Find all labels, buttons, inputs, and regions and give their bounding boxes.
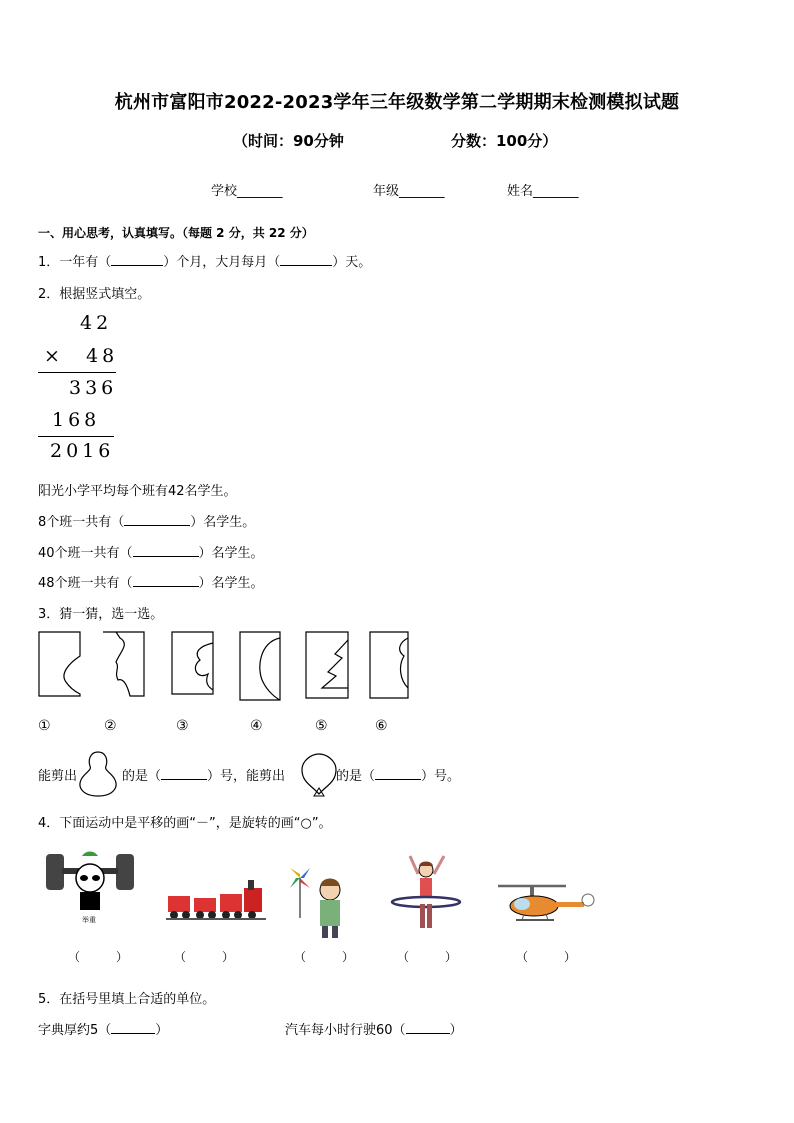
q2-line-1-suffix: ）名学生。 <box>190 515 256 530</box>
calc-partial-2: 168 <box>52 409 101 431</box>
question-5: 5．在括号里填上合适的单位。 <box>38 992 216 1007</box>
q5-b-prefix: 汽车每小时行驶60（ <box>285 1023 406 1038</box>
folded-paper-shapes <box>30 628 420 708</box>
q1-mid: ）个月，大月每月（ <box>163 255 281 270</box>
q5-a-suffix: ） <box>155 1023 169 1038</box>
calc-multiplier: 48 <box>86 345 119 367</box>
q3-blank-gourd[interactable] <box>161 769 207 780</box>
shape-label-5: ⑤ <box>315 718 328 734</box>
q3-answer-a-end: ）号，能剪出 <box>207 769 286 784</box>
hula-hoop-girl-image <box>388 854 466 938</box>
q4-answer-5[interactable]: （ ） <box>516 950 577 964</box>
shape-4 <box>240 632 280 700</box>
calc-multiplicand: 42 <box>80 312 113 334</box>
q2-line-2-prefix: 40个班一共有（ <box>38 546 133 561</box>
question-2: 2．根据竖式填空。 <box>38 287 151 302</box>
q3-blank-spade[interactable] <box>375 769 421 780</box>
q2-context: 阳光小学平均每个班有42名学生。 <box>38 484 237 499</box>
question-1 <box>38 251 371 270</box>
spade-icon <box>300 752 338 798</box>
q4-answer-3[interactable]: （ ） <box>294 950 355 964</box>
q2-line-1-prefix: 8个班一共有（ <box>38 515 125 530</box>
q2-line-2 <box>38 542 264 561</box>
q3-answer-part2 <box>122 765 285 784</box>
q3-answer-b-suffix: 的是（ <box>336 769 376 784</box>
q4-answer-2[interactable]: （ ） <box>174 950 235 964</box>
train-image <box>164 880 270 924</box>
q5-item-a <box>38 1019 168 1038</box>
q2-line-3-suffix: ）名学生。 <box>198 576 264 591</box>
name-field: 姓名_______ <box>507 184 579 199</box>
shape-1 <box>39 632 80 696</box>
q3-answer-b-end: ）号。 <box>421 769 461 784</box>
q2-line-1 <box>38 511 255 530</box>
pinwheel-child-image <box>286 862 354 940</box>
shape-2 <box>103 632 144 696</box>
weightlifting-caption: 举重 <box>82 916 96 924</box>
weightlifting-panda-image <box>42 848 138 924</box>
question-3: 3．猜一猜，选一选。 <box>38 607 164 622</box>
shape-label-2: ② <box>104 718 117 734</box>
shape-label-6: ⑥ <box>375 718 388 734</box>
q2-line-3 <box>38 572 264 591</box>
calc-line-2 <box>38 436 114 437</box>
q5-item-b <box>285 1019 463 1038</box>
exam-score: 分数：100分） <box>451 132 558 150</box>
q2-line-2-suffix: ）名学生。 <box>198 546 264 561</box>
shape-label-3: ③ <box>176 718 189 734</box>
shape-6 <box>370 632 408 698</box>
school-field: 学校_______ <box>211 184 283 199</box>
helicopter-image <box>494 878 596 928</box>
q4-answer-1[interactable]: （ ） <box>68 950 129 964</box>
q1-suffix: ）天。 <box>332 255 372 270</box>
calc-partial-1: 336 <box>69 377 118 399</box>
q2-blank-2[interactable] <box>133 546 199 557</box>
q4-answer-4[interactable]: （ ） <box>397 950 458 964</box>
q3-answer-a-suffix: 的是（ <box>122 769 162 784</box>
exam-time: （时间：90分钟 <box>233 132 344 150</box>
q1-blank-days[interactable] <box>280 255 332 266</box>
shape-label-4: ④ <box>250 718 263 734</box>
q5-blank-b[interactable] <box>406 1023 450 1034</box>
shape-5 <box>306 632 348 698</box>
section-heading: 一、用心思考，认真填写。（每题 2 分，共 22 分） <box>38 226 314 240</box>
q5-a-prefix: 字典厚约5（ <box>38 1023 112 1038</box>
q3-answer-part3 <box>336 765 460 784</box>
question-4: 4．下面运动中是平移的画“－”，是旋转的画“○”。 <box>38 816 332 831</box>
q3-answer-part1: 能剪出 <box>38 769 78 784</box>
shape-label-1: ① <box>38 718 51 734</box>
gourd-icon <box>76 748 120 798</box>
calc-result: 2016 <box>50 440 115 462</box>
page-title: 杭州市富阳市2022-2023学年三年级数学第二学期期末检测模拟试题 <box>114 92 680 113</box>
q2-blank-1[interactable] <box>124 515 190 526</box>
q5-blank-a[interactable] <box>111 1023 155 1034</box>
calc-line-1 <box>38 372 116 373</box>
q5-b-suffix: ） <box>449 1023 463 1038</box>
shape-3 <box>172 632 213 694</box>
q1-blank-months[interactable] <box>111 255 163 266</box>
grade-field: 年级_______ <box>373 184 445 199</box>
q2-blank-3[interactable] <box>133 576 199 587</box>
q2-line-3-prefix: 48个班一共有（ <box>38 576 133 591</box>
q1-prefix: 1．一年有（ <box>38 255 112 270</box>
calc-times-sign: × <box>44 345 64 367</box>
